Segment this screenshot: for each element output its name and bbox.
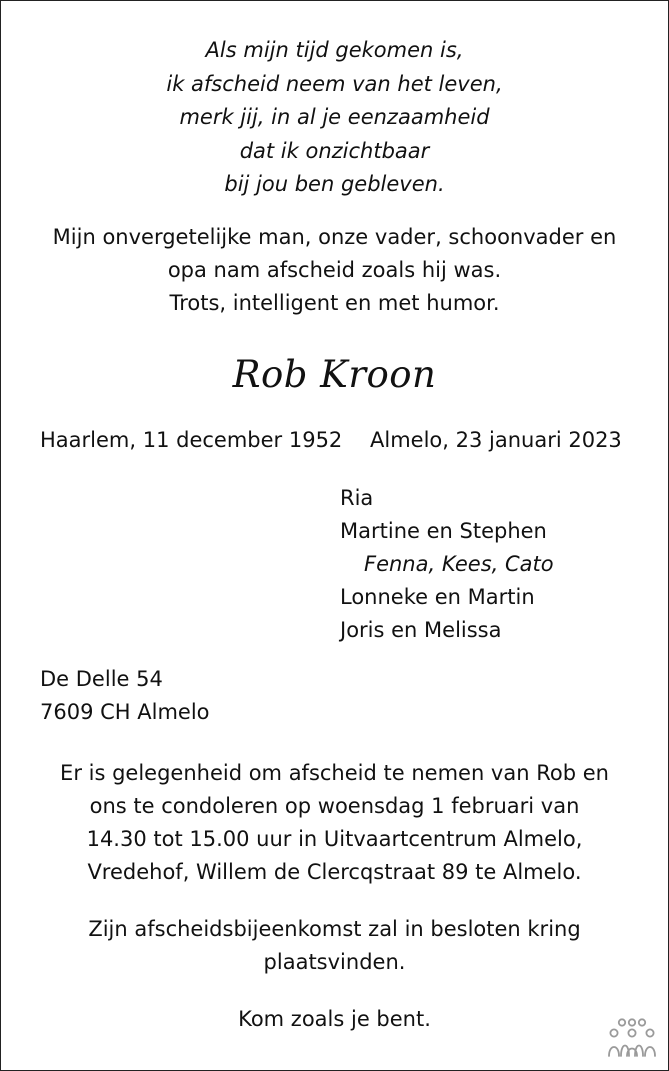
correspondence-address xyxy=(40,663,210,729)
family-member: Lonneke en Martin xyxy=(340,585,535,609)
notice-line: Er is gelegenheid om afscheid te nemen van Rob en xyxy=(60,761,609,785)
family-member: Joris en Melissa xyxy=(340,618,502,642)
intro-line: Mijn onvergetelijke man, onze vader, schoonvader en xyxy=(52,225,617,249)
poem-line: merk jij, in al je eenzaamheid xyxy=(179,105,490,129)
poem-line: ik afscheid neem van het leven, xyxy=(166,71,503,96)
notice-line: ons te condoleren op woensdag 1 februari van xyxy=(89,794,580,818)
poem-line: Als mijn tijd gekomen is, xyxy=(205,38,464,62)
death-date: Almelo, 23 januari 2023 xyxy=(370,428,622,452)
ceremony-notice xyxy=(0,913,669,979)
notice-line: 14.30 tot 15.00 uur in Uitvaartcentrum Almelo, xyxy=(86,827,583,851)
family-member: Ria xyxy=(340,486,374,510)
deceased-name: Rob Kroon xyxy=(232,353,437,396)
notice-line: Vredehof, Willem de Clercqstraat 89 te Almelo. xyxy=(87,860,582,884)
intro-line: opa nam afscheid zoals hij was. xyxy=(167,258,502,282)
intro-line: Trots, intelligent en met humor. xyxy=(169,291,500,315)
closing-line: Kom zoals je bent. xyxy=(238,1007,431,1031)
ceremony-line: Zijn afscheidsbijeenkomst zal in besloten kring xyxy=(88,917,581,941)
intro-text xyxy=(0,221,669,320)
poem-line: bij jou ben gebleven. xyxy=(224,172,445,196)
condolence-notice xyxy=(0,757,669,889)
address-street: De Delle 54 xyxy=(40,667,163,691)
family-group-icon xyxy=(606,1018,658,1058)
birth-date: Haarlem, 11 december 1952 xyxy=(40,428,343,452)
poem-line: dat ik onzichtbaar xyxy=(239,138,430,163)
ceremony-line: plaatsvinden. xyxy=(263,950,406,974)
family-member: Martine en Stephen xyxy=(340,519,547,543)
family-list xyxy=(340,482,554,647)
poem xyxy=(0,34,669,202)
address-city: 7609 CH Almelo xyxy=(40,700,210,724)
grandchildren: Fenna, Kees, Cato xyxy=(364,552,554,576)
